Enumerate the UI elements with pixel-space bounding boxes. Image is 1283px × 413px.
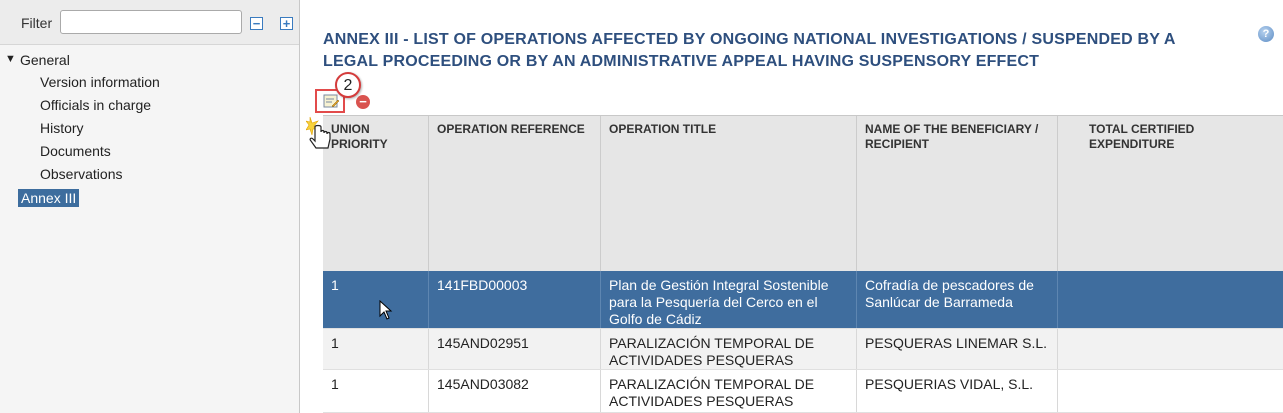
tree-node-version-information[interactable]: Version information [40, 74, 160, 90]
column-header-operation-title[interactable] [601, 116, 857, 272]
column-header-text: UNION [331, 122, 370, 136]
column-header-text: RECIPIENT [865, 137, 930, 151]
tree-node-documents[interactable]: Documents [40, 143, 111, 159]
navigation-panel [0, 0, 300, 413]
cell-total-certified-expenditure [1058, 329, 1283, 369]
cell-text: Sanlúcar de Barrameda [865, 294, 1013, 310]
cell-text: Cofradía de pescadores de [865, 277, 1034, 293]
tree-node-observations[interactable]: Observations [40, 166, 123, 182]
tree-node-officials-in-charge[interactable]: Officials in charge [40, 97, 152, 113]
column-header-total-certified-expenditure[interactable] [1058, 116, 1283, 272]
column-header-text: OPERATION TITLE [609, 122, 717, 136]
column-header-text: TOTAL CERTIFIED EXPENDITURE [1089, 122, 1195, 151]
callout-badge-2: 2 [335, 72, 361, 98]
table-header [323, 115, 1283, 272]
filter-label: Filter [21, 15, 53, 31]
page-title-line-1: ANNEX III - LIST OF OPERATIONS AFFECTED BY ONGOING NATIONAL INVESTIGATIONS / SUSPENDED BY A [323, 31, 1176, 48]
cell-text: para la Pesquería del Cerco en el [609, 294, 818, 310]
hand-pointer-icon [306, 115, 336, 151]
tree-node-general[interactable]: General [20, 52, 70, 68]
help-icon[interactable]: ? [1258, 26, 1274, 42]
cell-operation-reference: 145AND02951 [429, 329, 601, 369]
filter-input[interactable] [60, 10, 242, 34]
cell-union-priority: 1 [323, 370, 429, 412]
page-title [323, 29, 1223, 73]
cell-beneficiary [857, 329, 1058, 369]
caret-down-icon[interactable]: ▼ [5, 53, 16, 65]
cell-operation-title [601, 271, 857, 328]
collapse-all-button[interactable]: − [250, 17, 263, 30]
table-row[interactable] [323, 370, 1283, 413]
cell-text: Plan de Gestión Integral Sostenible [609, 277, 829, 293]
remove-icon[interactable]: − [356, 95, 370, 109]
table-row[interactable] [323, 271, 1283, 329]
page-title-line-2: LEGAL PROCEEDING OR BY AN ADMINISTRATIVE APPEAL HAVING SUSPENSORY EFFECT [323, 53, 1040, 70]
table-row[interactable] [323, 329, 1283, 370]
cell-text: ACTIVIDADES PESQUERAS [609, 393, 794, 409]
cell-operation-title [601, 370, 857, 412]
tree-node-annex-iii[interactable]: Annex III [18, 189, 79, 207]
expand-all-button[interactable]: + [280, 17, 293, 30]
cell-beneficiary [857, 370, 1058, 412]
column-header-text: OPERATION REFERENCE [437, 122, 585, 136]
cell-union-priority: 1 [323, 329, 429, 369]
cell-operation-reference: 145AND03082 [429, 370, 601, 412]
column-header-text: PRIORITY [331, 137, 388, 151]
cell-beneficiary [857, 271, 1058, 328]
tree-node-history[interactable]: History [40, 120, 84, 136]
cell-text: PARALIZACIÓN TEMPORAL DE [609, 376, 815, 392]
cell-text: PESQUERAS LINEMAR S.L. [865, 335, 1048, 351]
cell-text: PARALIZACIÓN TEMPORAL DE [609, 335, 815, 351]
arrow-cursor-icon [379, 300, 393, 320]
cell-total-certified-expenditure [1058, 271, 1283, 328]
cell-union-priority: 1 [323, 271, 429, 328]
cell-text: ACTIVIDADES PESQUERAS [609, 352, 794, 368]
column-header-union-priority[interactable] [323, 116, 429, 272]
cell-text: PESQUERIAS VIDAL, S.L. [865, 376, 1034, 392]
cell-total-certified-expenditure [1058, 370, 1283, 412]
column-header-operation-reference[interactable] [429, 116, 601, 272]
filter-bar [0, 0, 299, 45]
column-header-text: NAME OF THE BENEFICIARY / [865, 122, 1039, 136]
cell-operation-reference: 141FBD00003 [429, 271, 601, 328]
cell-operation-title [601, 329, 857, 369]
cell-text: Golfo de Cádiz [609, 311, 702, 327]
operations-table [323, 115, 1283, 413]
column-header-beneficiary[interactable] [857, 116, 1058, 272]
